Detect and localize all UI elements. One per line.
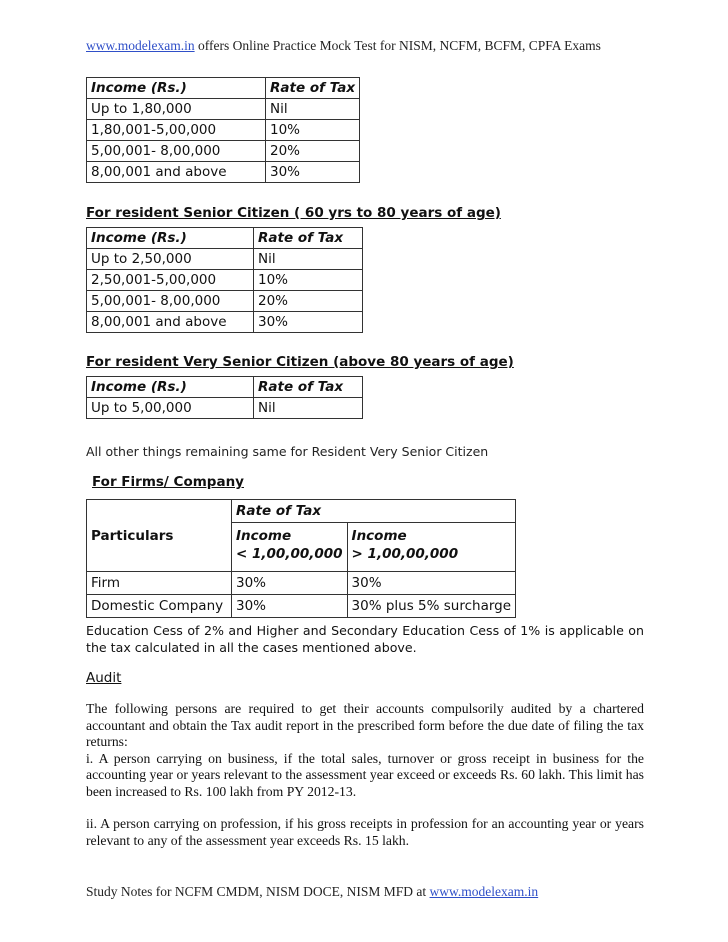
table-cell: 30% <box>254 312 363 333</box>
table-cell: 30% <box>232 572 348 595</box>
table-cell: 20% <box>254 291 363 312</box>
particulars-header: Particulars <box>87 500 232 572</box>
table-row <box>87 249 363 270</box>
table-row <box>87 141 360 162</box>
table-cell: 30% <box>232 595 348 618</box>
audit-body <box>86 701 644 849</box>
very-senior-citizen-title: For resident Very Senior Citizen (above 80 years of age) <box>86 354 514 370</box>
table-row <box>87 595 516 618</box>
table-header-income: Income (Rs.) <box>87 78 266 99</box>
table-cell: 8,00,001 and above <box>87 162 266 183</box>
audit-heading: Audit <box>86 670 122 686</box>
cess-paragraph: Education Cess of 2% and Higher and Secondary Education Cess of 1% is applicable on the tax calculated in all the cases mentioned above. <box>86 623 644 655</box>
table-row <box>87 312 363 333</box>
table-header-income: Income (Rs.) <box>87 377 254 398</box>
header-link[interactable]: www.modelexam.in <box>86 38 195 53</box>
income-below-line1: Income <box>236 528 292 544</box>
table-cell: Domestic Company <box>87 595 232 618</box>
tax-table-very-senior <box>86 376 363 419</box>
income-above-line2: > 1,00,00,000 <box>351 546 459 562</box>
audit-point-2: ii. A person carrying on profession, if his gross receipts in profession for an accounting year or years relevant to any of the assessment year exceeds Rs. 15 lakh. <box>86 816 644 848</box>
table-cell: Nil <box>254 398 363 419</box>
income-above-line1: Income <box>351 528 407 544</box>
income-below-header <box>232 523 348 572</box>
table-cell: Up to 2,50,000 <box>87 249 254 270</box>
audit-intro: The following persons are required to get their accounts compulsorily audited by a chartered accountant and obtain the Tax audit report in the prescribed form before the due date of filing the tax returns: <box>86 701 644 749</box>
footer-text: Study Notes for NCFM CMDM, NISM DOCE, NISM MFD at <box>86 884 430 899</box>
table-header-income: Income (Rs.) <box>87 228 254 249</box>
table-cell: 5,00,001- 8,00,000 <box>87 291 254 312</box>
tax-table-firms <box>86 499 516 618</box>
footer-link[interactable]: www.modelexam.in <box>429 884 539 899</box>
audit-point-1: i. A person carrying on business, if the total sales, turnover or gross receipt in business for the accounting year or years relevant to the assessment year exceed or exceeds Rs. 60 lakh. This limit has been increased to Rs. 100 lakh from PY 2012-13. <box>86 750 644 799</box>
table-cell: 30% plus 5% surcharge <box>347 595 516 618</box>
table-row <box>87 99 360 120</box>
table-cell: Nil <box>254 249 363 270</box>
table-cell: Firm <box>87 572 232 595</box>
page-footer <box>86 884 538 900</box>
table-cell: 5,00,001- 8,00,000 <box>87 141 266 162</box>
table-row <box>87 398 363 419</box>
table-cell: 2,50,001-5,00,000 <box>87 270 254 291</box>
table-cell: 10% <box>254 270 363 291</box>
table-row <box>87 572 516 595</box>
table-cell: 10% <box>266 120 360 141</box>
table-cell: 8,00,001 and above <box>87 312 254 333</box>
tax-table-general <box>86 77 360 183</box>
senior-citizen-title: For resident Senior Citizen ( 60 yrs to 80 years of age) <box>86 205 501 221</box>
table-cell: 20% <box>266 141 360 162</box>
table-row <box>87 270 363 291</box>
firms-title: For Firms/ Company <box>92 474 244 490</box>
header-text: offers Online Practice Mock Test for NISM, NCFM, BCFM, CPFA Exams <box>194 38 601 53</box>
rate-of-tax-header: Rate of Tax <box>232 500 516 523</box>
table-header-rate: Rate of Tax <box>266 78 360 99</box>
page-header <box>86 38 601 54</box>
table-row <box>87 162 360 183</box>
income-below-line2: < 1,00,00,000 <box>236 546 343 562</box>
table-cell: Up to 1,80,000 <box>87 99 266 120</box>
table-cell: 1,80,001-5,00,000 <box>87 120 266 141</box>
table-cell: Up to 5,00,000 <box>87 398 254 419</box>
very-senior-note: All other things remaining same for Resident Very Senior Citizen <box>86 444 489 459</box>
table-row <box>87 291 363 312</box>
tax-table-senior <box>86 227 363 333</box>
table-row <box>87 120 360 141</box>
table-cell: 30% <box>347 572 516 595</box>
income-above-header <box>347 523 516 572</box>
table-header-rate: Rate of Tax <box>254 377 363 398</box>
table-cell: 30% <box>266 162 360 183</box>
table-cell: Nil <box>266 99 360 120</box>
table-header-rate: Rate of Tax <box>254 228 363 249</box>
